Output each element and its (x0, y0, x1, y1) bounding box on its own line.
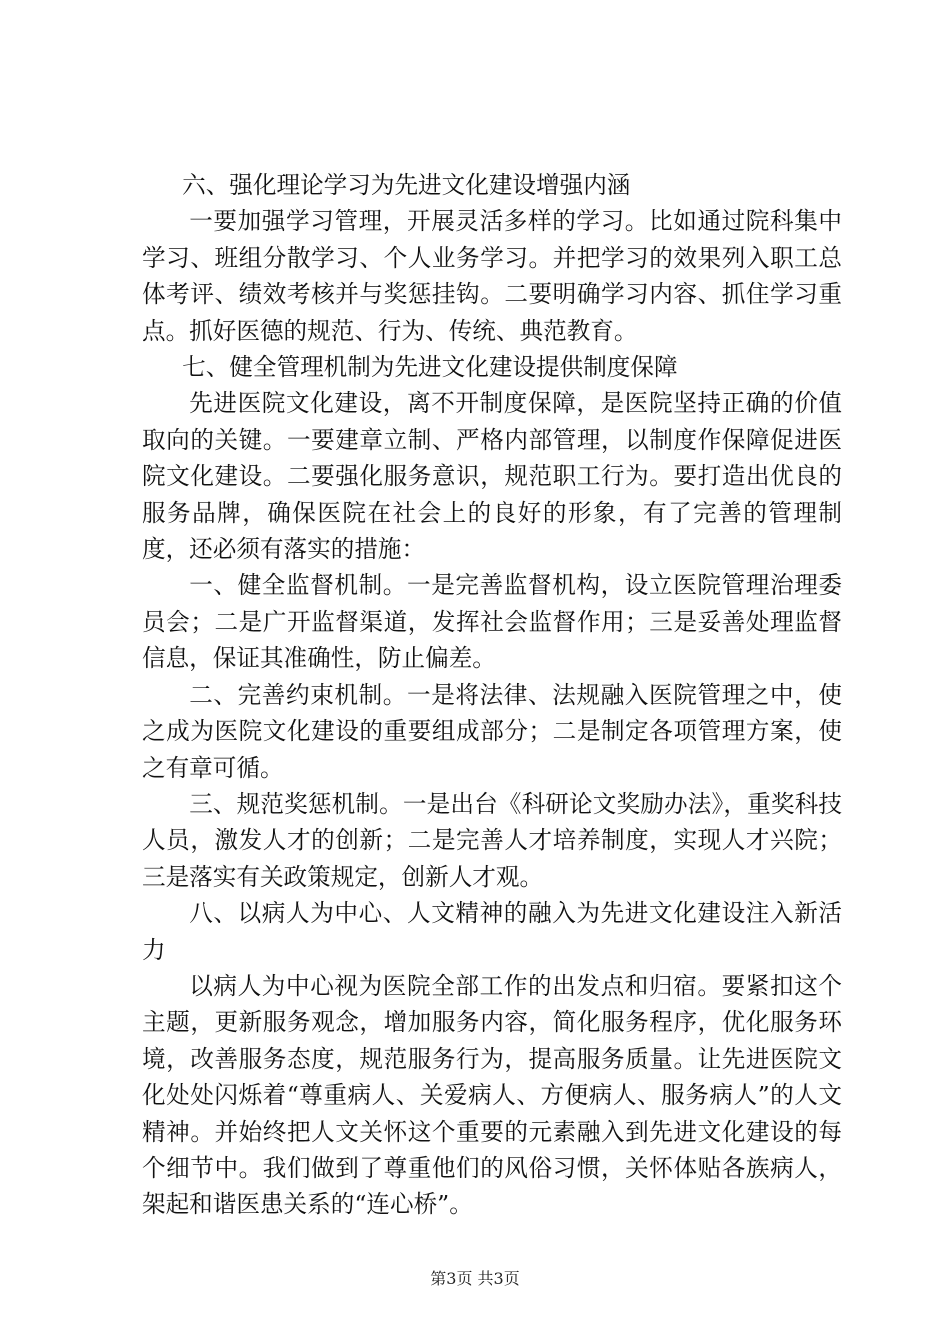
section-heading-6: 六、强化理论学习为先进文化建设增强内涵 (182, 171, 631, 199)
paragraph-study-management: 一要加强学习管理，开展灵活多样的学习。比如通过院科集中学习、班组分散学习、个人业务学习。并把学习的效果列入职工总体考评、绩效考核并与奖惩挂钩。二要明确学习内容、抓住学习重点。抓好医德的规范、行为、传统、典范教育。 (142, 207, 842, 345)
paragraph-patient-centered: 以病人为中心视为医院全部工作的出发点和归宿。要紧扣这个主题，更新服务观念，增加服务内容，简化服务程序，优化服务环境，改善服务态度，规范服务行为，提高服务质量。让先进医院文化处处闪烁着“尊重病人、关爱病人、方便病人、服务病人”的人文精神。并始终把人文关怀这个重要的元素融入到先进文化建设的每个细节中。我们做到了尊重他们的风俗习惯，关怀体贴各族病人，架起和谐医患关系的“连心桥”。 (142, 971, 842, 1219)
page-number: 第3页 共3页 (430, 1269, 520, 1288)
document-body (142, 167, 842, 1223)
section-heading-8: 八、以病人为中心、人文精神的融入为先进文化建设注入新活力 (142, 899, 842, 964)
section-heading-7: 七、健全管理机制为先进文化建设提供制度保障 (182, 353, 678, 382)
paragraph-reward-mechanism: 三、规范奖惩机制。一是出台《科研论文奖励办法》，重奖科技人员，激发人才的创新；二是完善人才培养制度，实现人才兴院；三是落实有关政策规定，创新人才观。 (142, 789, 842, 891)
paragraph-constraint-mechanism: 二、完善约束机制。一是将法律、法规融入医院管理之中，使之成为医院文化建设的重要组成部分；二是制定各项管理方案，使之有章可循。 (142, 680, 842, 782)
paragraph-institutional-guarantee: 先进医院文化建设，离不开制度保障，是医院坚持正确的价值取向的关键。一要建章立制、严格内部管理，以制度作保障促进医院文化建设。二要强化服务意识，规范职工行为。要打造出优良的服务品牌，确保医院在社会上的良好的形象，有了完善的管理制度，还必须有落实的措施： (142, 389, 842, 564)
paragraph-supervision-mechanism: 一、健全监督机制。一是完善监督机构，设立医院管理治理委员会；二是广开监督渠道，发挥社会监督作用；三是妥善处理监督信息，保证其准确性，防止偏差。 (142, 571, 842, 673)
